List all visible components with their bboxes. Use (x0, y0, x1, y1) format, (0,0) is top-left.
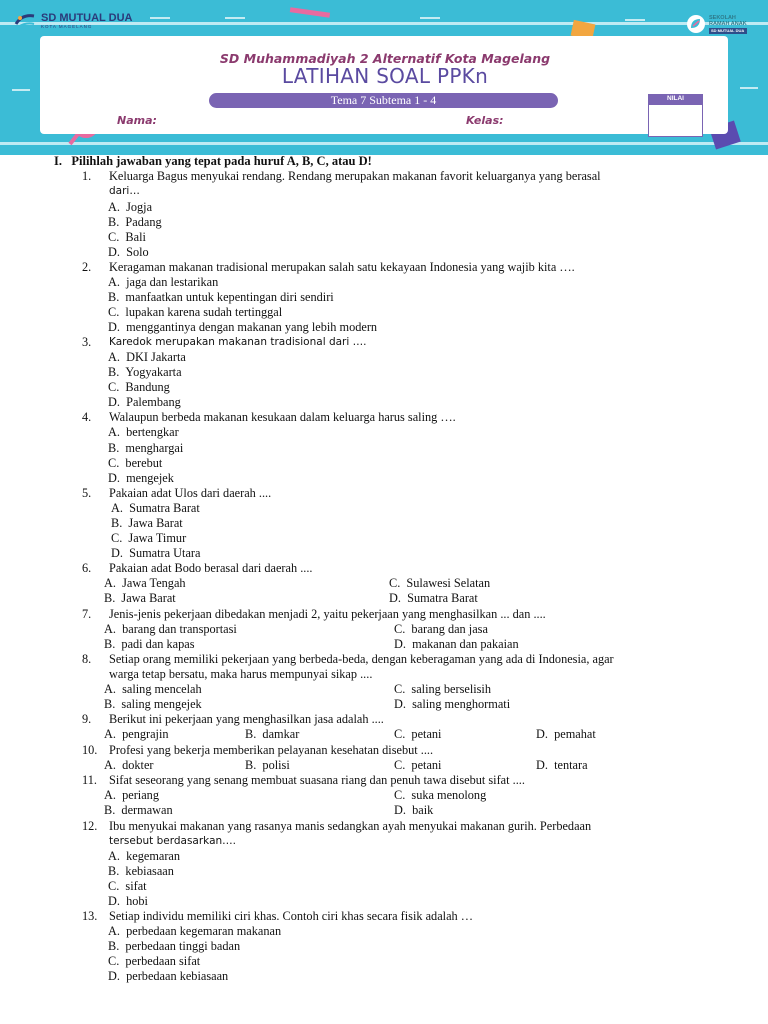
question-text: warga tetap bersatu, maka harus mempunyai sikap .... (109, 667, 373, 681)
option: D. Sumatra Utara (111, 546, 201, 560)
option: A. barang dan transportasi (104, 622, 237, 636)
option: B. dermawan (104, 803, 173, 817)
option: C. Jawa Timur (111, 531, 187, 545)
subtitle-pill: Tema 7 Subtema 1 - 4 (209, 93, 558, 108)
option: A. periang (104, 788, 159, 802)
logo-mark-icon (14, 12, 36, 30)
option: D. saling menghormati (394, 697, 511, 711)
question-number: 12. (82, 819, 98, 833)
question-text: Setiap individu memiliki ciri khas. Contoh ciri khas secara fisik adalah … (109, 909, 474, 923)
option: A. pengrajin (104, 727, 169, 741)
option: B. saling mengejek (104, 697, 202, 711)
school-name: SD Muhammadiyah 2 Alternatif Kota Magelang (219, 51, 551, 66)
header-banner (0, 0, 768, 155)
option: A. jaga dan lestarikan (108, 275, 219, 289)
nilai-box (648, 104, 703, 137)
option: B. Padang (108, 215, 162, 229)
option: B. perbedaan tinggi badan (108, 939, 241, 953)
question-text: Karedok merupakan makanan tradisional dari …. (109, 336, 367, 348)
nilai-label: NILAI (648, 94, 703, 104)
kelas-label: Kelas: (466, 114, 504, 127)
option: B. Jawa Barat (111, 516, 183, 530)
leaf-logo-icon (686, 14, 706, 34)
option: C. sifat (108, 879, 147, 893)
section-instruction: I. Pilihlah jawaban yang tepat pada huruf A, B, C, atau D! (54, 154, 372, 168)
question-number: 8. (82, 652, 92, 666)
option: D. Solo (108, 245, 149, 259)
question-text: Berikut ini pekerjaan yang menghasilkan jasa adalah .... (109, 712, 384, 726)
option: B. Yogyakarta (108, 365, 182, 379)
question-text: Walaupun berbeda makanan kesukaan dalam keluarga harus saling …. (109, 410, 456, 424)
question-text: Sifat seseorang yang senang membuat suasana riang dan penuh tawa disebut sifat .... (109, 773, 525, 787)
question-number: 4. (82, 410, 92, 424)
option: B. kebiasaan (108, 864, 174, 878)
option: D. baik (394, 803, 434, 817)
option: C. petani (394, 758, 442, 772)
option: A. dokter (104, 758, 154, 772)
question-number: 3. (82, 335, 92, 349)
question-number: 1. (82, 169, 92, 183)
option: C. suka menolong (394, 788, 487, 802)
option: C. berebut (108, 456, 163, 470)
question-text: Setiap orang memiliki pekerjaan yang berbeda-beda, dengan keberagaman yang ada di Indonesia, agar (109, 652, 614, 666)
option: D. perbedaan kebiasaan (108, 969, 229, 983)
logo-right-tag: SD MUTUAL DUA (709, 28, 747, 34)
school-logo (14, 12, 132, 30)
option: C. saling berselisih (394, 682, 492, 696)
option: A. Sumatra Barat (111, 501, 200, 515)
option: D. menggantinya dengan makanan yang lebih modern (108, 320, 378, 334)
question-text: Keragaman makanan tradisional merupakan salah satu kekayaan Indonesia yang wajib kita …. (109, 260, 575, 274)
option: D. mengejek (108, 471, 174, 485)
question-text: tersebut berdasarkan…. (109, 835, 236, 847)
option: C. Bali (108, 230, 146, 244)
option: A. perbedaan kegemaran makanan (108, 924, 282, 938)
option: A. DKI Jakarta (108, 350, 186, 364)
option: D. Palembang (108, 395, 181, 409)
logo-subname: KOTA MAGELANG (41, 23, 93, 29)
option: D. hobi (108, 894, 148, 908)
option: B. polisi (245, 758, 290, 772)
question-text: Jenis-jenis pekerjaan dibedakan menjadi 2, yaitu pekerjaan yang menghasilkan ... dan .... (109, 607, 546, 621)
option: D. tentara (536, 758, 588, 772)
option: A. bertengkar (108, 425, 179, 439)
question-number: 9. (82, 712, 92, 726)
ramah-anak-logo (686, 14, 747, 34)
question-text: Keluarga Bagus menyukai rendang. Rendang merupakan makanan favorit keluarganya yang berasal (109, 169, 601, 183)
question-number: 6. (82, 561, 92, 575)
option: C. Sulawesi Selatan (389, 576, 491, 590)
option: C. barang dan jasa (394, 622, 488, 636)
logo-right-line: RAMAH ANAK (709, 20, 747, 27)
option: A. saling mencelah (104, 682, 202, 696)
pencil-icon (290, 7, 330, 18)
option: B. menghargai (108, 441, 184, 455)
option: B. manfaatkan untuk kepentingan diri sendiri (108, 290, 334, 304)
question-number: 11. (82, 773, 97, 787)
question-text: Pakaian adat Bodo berasal dari daerah .... (109, 561, 313, 575)
logo-name: SD MUTUAL DUA (41, 11, 133, 24)
page-title: LATIHAN SOAL PPKn (281, 64, 489, 88)
question-number: 2. (82, 260, 92, 274)
question-text: Pakaian adat Ulos dari daerah .... (109, 486, 272, 500)
logo-right-line: SEKOLAH (709, 14, 736, 21)
option: A. Jawa Tengah (104, 576, 186, 590)
option: B. damkar (245, 727, 300, 741)
question-number: 10. (82, 743, 98, 757)
option: D. Sumatra Barat (389, 591, 478, 605)
option: C. lupakan karena sudah tertinggal (108, 305, 283, 319)
question-number: 5. (82, 486, 92, 500)
question-number: 13. (82, 909, 98, 923)
question-text: Profesi yang bekerja memberikan pelayanan kesehatan disebut .... (109, 743, 434, 757)
option: B. Jawa Barat (104, 591, 176, 605)
option: C. Bandung (108, 380, 170, 394)
option: B. padi dan kapas (104, 637, 195, 651)
option: C. perbedaan sifat (108, 954, 201, 968)
nama-label: Nama: (117, 114, 157, 127)
option: D. makanan dan pakaian (394, 637, 519, 651)
option: A. kegemaran (108, 849, 181, 863)
option: D. pemahat (536, 727, 596, 741)
option: A. Jogja (108, 200, 153, 214)
question-text: dari… (109, 185, 140, 197)
question-text: Ibu menyukai makanan yang rasanya manis sedangkan ayah menyukai makanan gurih. Perbedaan (109, 819, 592, 833)
option: C. petani (394, 727, 442, 741)
question-number: 7. (82, 607, 92, 621)
